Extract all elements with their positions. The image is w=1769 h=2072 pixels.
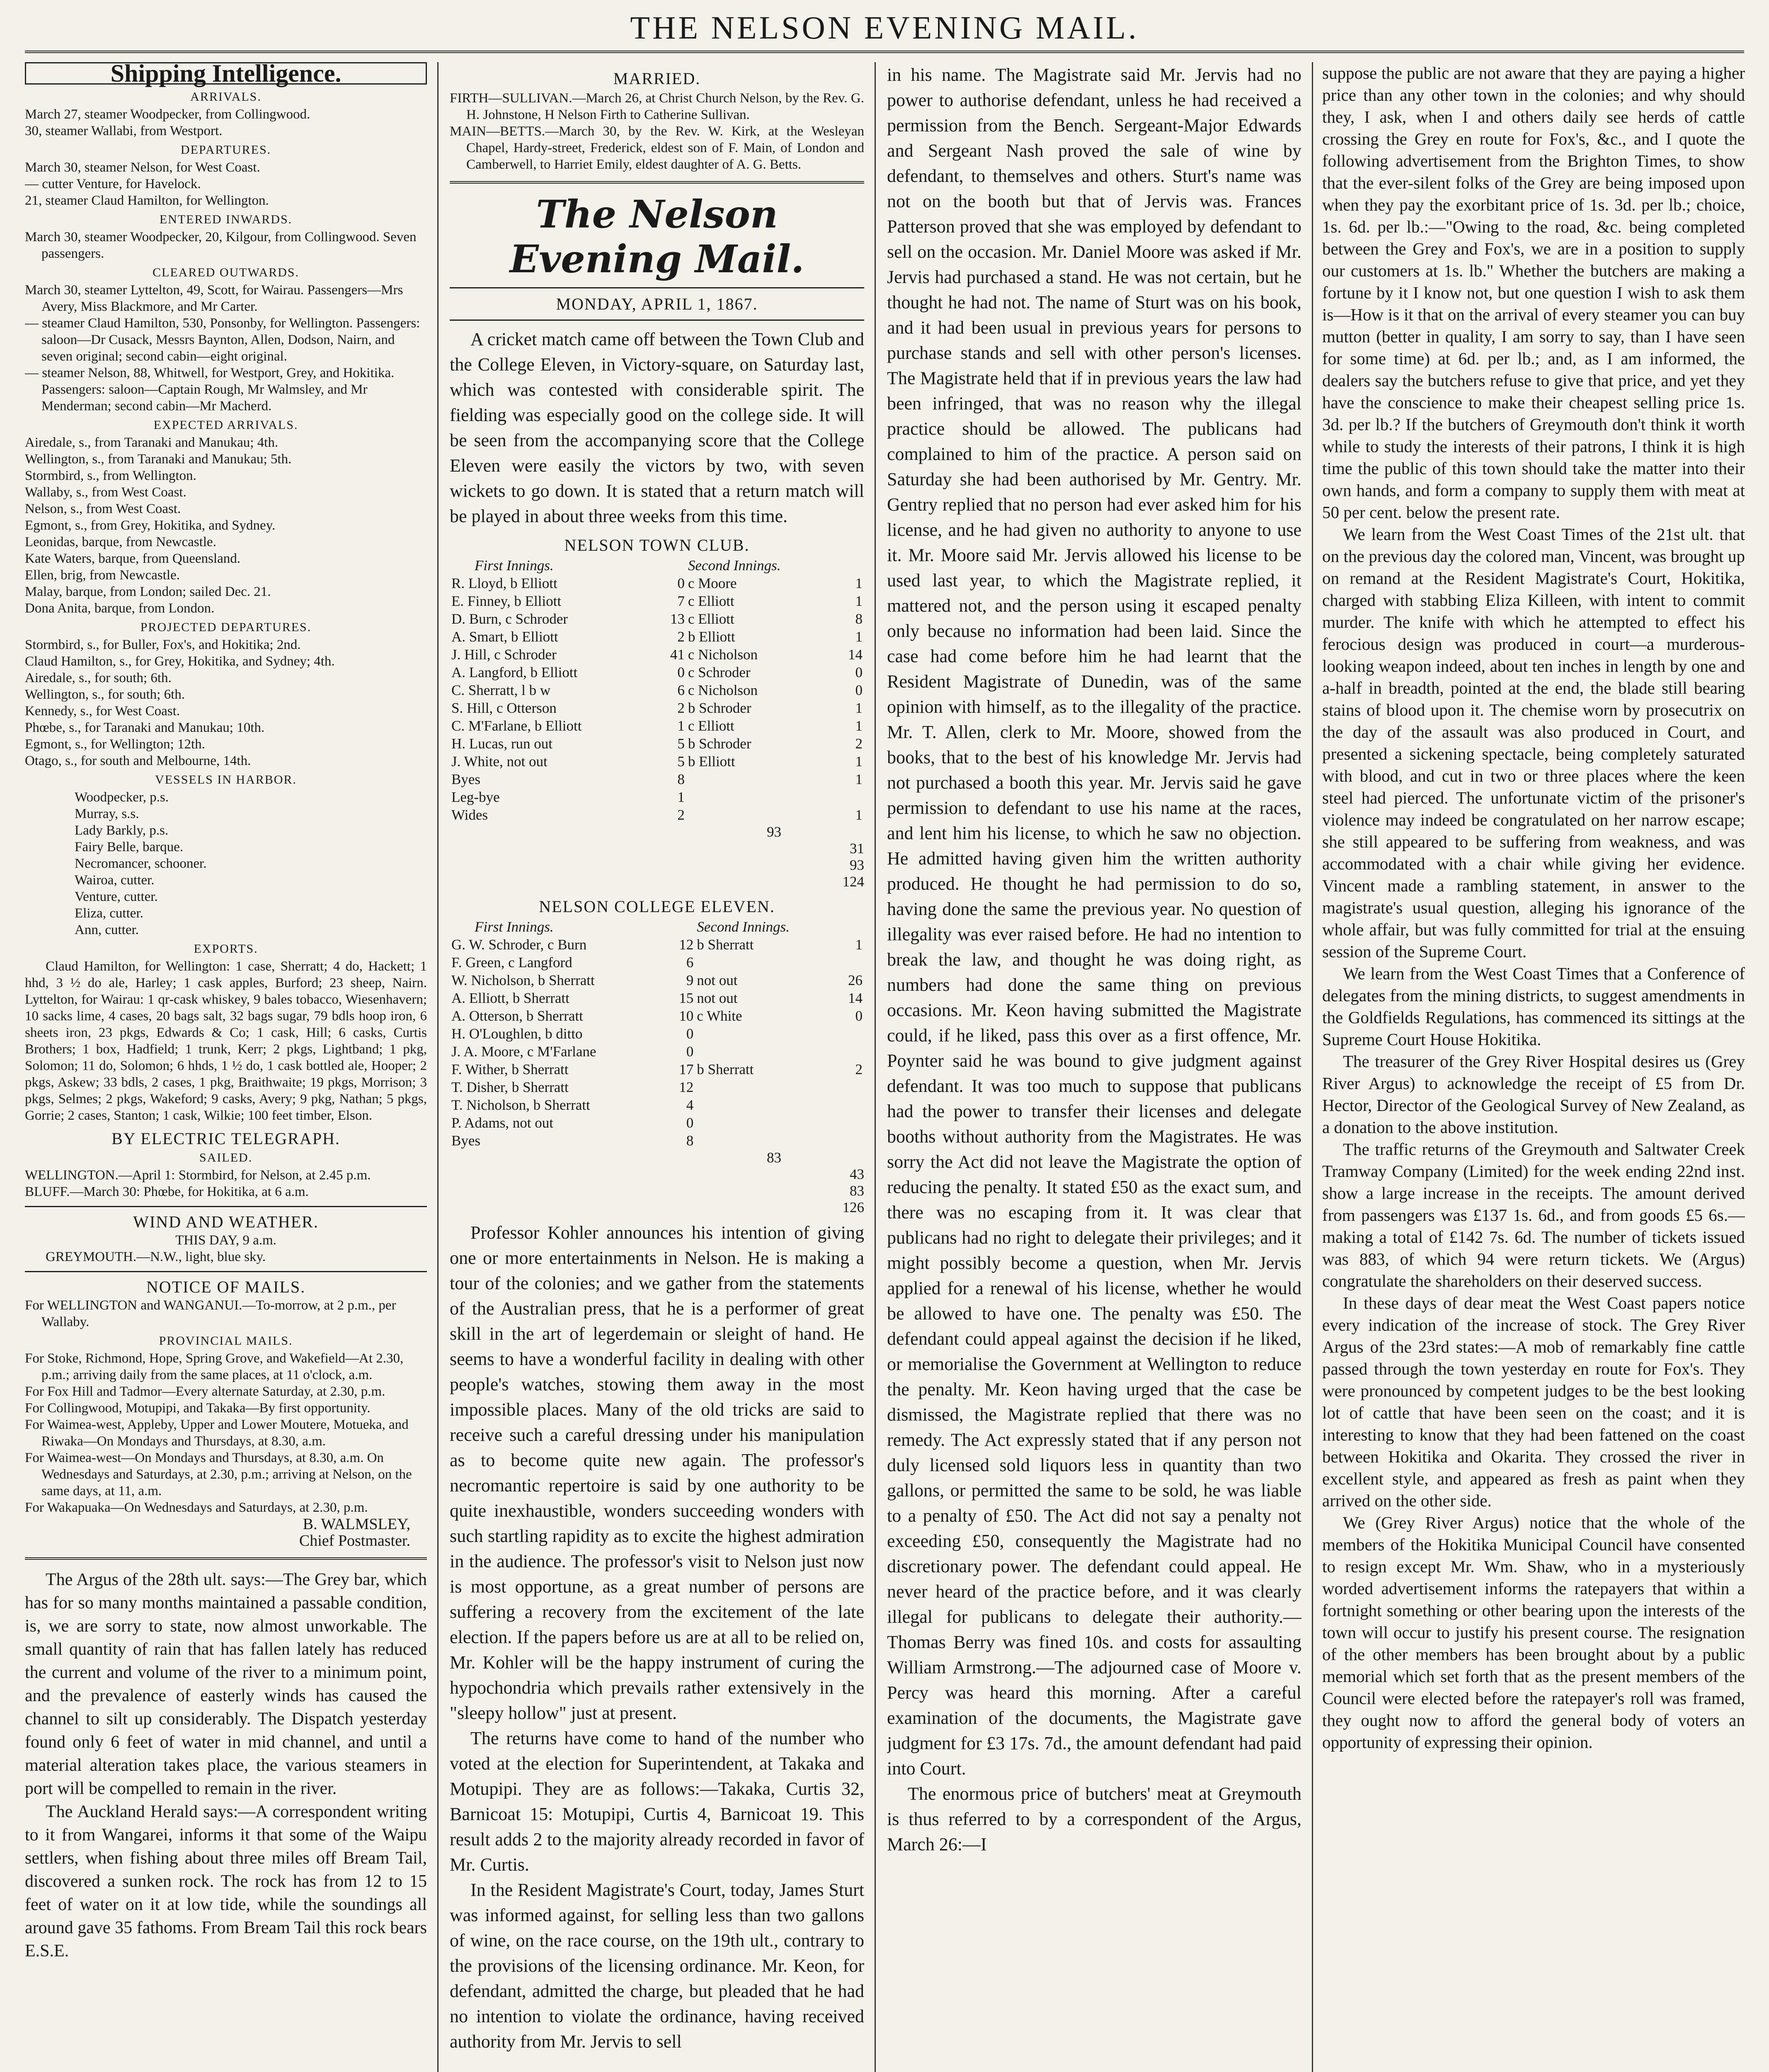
court-paragraph: In the Resident Magistrate's Court, today, James Sturt was informed against, for selling less than two gallons of wine, on the race course, on the 19th ult., contrary to the provisions of the licensing ordinance. Mr. Keon, for defendant, admitted the charge, but pleaded that he had no intention to violate the ordinance, having received authority from Mr. Jervis to sell (450, 1880, 864, 2052)
masthead (0, 0, 1769, 50)
score-row (450, 628, 864, 646)
vessel-item: Woodpecker, p.s. (75, 790, 169, 805)
projected-item: Claud Hamilton, s., for Grey, Hokitika, and Sydney; 4th. (25, 654, 335, 669)
score-runs: 8 (677, 771, 685, 787)
conference-paragraph: We learn from the West Coast Times that a Conference of delegates from the mining districts, to suggest amendments in the Goldfields Regulations, has commenced its sittings at the Supreme Court House Hokitika. (1322, 964, 1745, 1049)
score-row (450, 663, 864, 681)
returns-paragraph: The returns have come to hand of the number who voted at the election for Superintendent, at Takaka and Motupipi. They are as follows:—Takaka, Curtis 32, Barnicoat 15: Motupipi, Curtis 4, Barnicoat 19. This result adds 2 to the majority already recorded in favor of Mr. Curtis. (450, 1728, 864, 1875)
score-row (450, 735, 864, 753)
score-batsman (695, 1132, 836, 1150)
projected-item: Egmont, s., for Wellington; 12th. (25, 737, 205, 752)
score-row (450, 646, 864, 663)
vessel-item: Necromancer, schooner. (75, 856, 207, 871)
column-1 (25, 62, 427, 2072)
expected-item: Nelson, s., from West Coast. (25, 501, 181, 516)
expected-item: Ellen, brig, from Newcastle. (25, 568, 180, 583)
expected-item: Stormbird, s., from Wellington. (25, 468, 196, 483)
butchers-paragraph: The enormous price of butchers' meat at Greymouth is thus referred to by a correspondent of the Argus, March 26:—I (887, 1784, 1301, 1854)
vessel-item: Venture, cutter. (75, 889, 158, 904)
postmaster-name: B. WALMSLEY, (303, 1515, 410, 1533)
score-batsman: T. Nicholson, b Sherratt (451, 1097, 590, 1113)
college-total: 126 (842, 1199, 864, 1215)
score-row (450, 954, 864, 971)
score-row (450, 936, 864, 954)
score-batsman: c Elliott (688, 611, 734, 627)
score-row (450, 1096, 864, 1114)
score-row (450, 1007, 864, 1025)
vessel-item: Lady Barkly, p.s. (75, 823, 169, 838)
expected-item: Dona Anita, barque, from London. (25, 601, 215, 616)
score-runs (836, 1043, 864, 1060)
mail-item: For Stoke, Richmond, Hope, Spring Grove, and Wakefield—At 2.30, p.m.; arriving daily from the same places, at 11 o'clock, a.m. (25, 1351, 404, 1382)
score-runs (836, 1132, 864, 1150)
score-batsman: not out (697, 990, 738, 1006)
score-runs: 0 (855, 664, 863, 680)
score-runs: 5 (677, 753, 685, 770)
score-row (450, 806, 864, 824)
divider (450, 320, 864, 321)
court-continued: in his name. The Magistrate said Mr. Jervis had no power to authorise defendant, unless he had received a permission from the Bench. Sergeant-Major Edwards and Sergeant Nash proved the sale of wine by defendant, to themselves and others. Sturt's name was not on the booth but that of Jervis was. Frances Patterson proved that she was employed by defendant to sell on the occasion. Mr. Daniel Moore was asked if Mr. Jervis had purchased a stand. He was not certain, but he thought he had not. The name of Sturt was on his book, and it had been usual in previous years for persons to purchase stands and sell with other person's licenses. The Magistrate held that if in previous years the law had been infringed, that was no reason why the illegal practice should be allowed. The publicans had complained to him of the practice. A person said on Saturday she had been authorised by Mr. Gentry. Mr. Gentry replied that no person had ever asked him for his license, and he had given no authority to anyone to use it. Mr. Moore said Mr. Jervis allowed his license to be used last year, to which the Magistrate replied, it mattered not, and the person using it escaped penalty only because no information had been laid. Since the case had come before him he had learnt that the Resident Magistrate of Dunedin, was of the same opinion with himself, as to the illegality of the practice. Mr. T. Allen, clerk to Mr. Moore, showed from the books, that to the best of his knowledge Mr. Jervis had not purchased a booth this year. Mr. Jervis said he gave permission to defendant to use his name at the races, and lent him his license, to which he saw no objection. He admitted having given him the written authority produced. He thought he had permission to do so, having done the same the previous year. No question of illegality was ever raised before. He had no intention to break the law, and thought he was doing right, as numbers had done the same thing on previous occasions. Mr. Keon having submitted the Magistrate could, if he liked, pass this over as a first offence, Mr. Poynter said he was bound to give judgment against defendant. It was too much to suppose that publicans had the power to transfer their licenses and delegate booths without authority from the Magistrates. He was sorry the Act did not leave the Magistrate the option of reducing the penalty. It stated £50 as the exact sum, and there was no escaping from it. It was clear that publicans had no right to delegate their privileges; and it might possibly become a question, when Mr. Jervis applied for a renewal of his license, whether he would be allowed to have one. The penalty was £50. The defendant could appeal against the decision if he liked, or memorialise the Government at Wellington to reduce the penalty. Mr. Keon having urged that the case be dismissed, the Magistrate replied that there was no remedy. The Act expressly stated that if any person not duly licensed sold liquors less in quantity than two gallons, or permitted the same to be sold, he was liable to a penalty of £50. The Act did not say a penalty not exceeding £50, consequently the Magistrate had no discretionary power. The defendant could appeal. He never heard of the practice before, and it was clearly illegal for publicans to delegate their authority.—Thomas Berry was fined 10s. and costs for assaulting William Armstrong.—The adjourned case of Moore v. Percy was heard this morning. After a careful examination of the documents, the Magistrate gave judgment for £3 17s. 7d., the amount defendant had paid into Court. (887, 65, 1301, 1779)
score-runs: 17 (679, 1061, 694, 1077)
score-runs: 14 (848, 990, 863, 1006)
mail-item: For Waimea-west, Appleby, Upper and Lower Moutere, Motueka, and Riwaka—On Mondays and Thursdays, at 8.30, a.m. (25, 1417, 409, 1449)
score-runs: 5 (677, 736, 685, 752)
score-batsman: b Elliott (688, 753, 735, 770)
arrival-item: March 27, steamer Woodpecker, from Collingwood. (25, 107, 310, 122)
cleared-heading: CLEARED OUTWARDS. (153, 266, 299, 279)
tramway-paragraph: The traffic returns of the Greymouth and Saltwater Creek Tramway Company (Limited) for the week ending 22nd inst. show a large increase in the receipts. The amount derived from passengers was £137 1s. 6d., and from goods £5 6s.—making a total of £142 7s. 6d. The number of tickets issued was 883, of which 94 were return tickets. We (Argus) congratulate the shareholders on their deserved success. (1322, 1140, 1745, 1290)
projected-item: Kennedy, s., for West Coast. (25, 704, 180, 719)
score-row (450, 717, 864, 735)
divider (450, 287, 864, 288)
score-batsman: W. Nicholson, b Sherratt (451, 972, 595, 988)
town-total: 93 (767, 824, 781, 840)
town-total: 93 (850, 857, 864, 873)
expected-item: Airedale, s., from Taranaki and Manukau; 4th. (25, 435, 279, 450)
score-batsman (695, 1096, 836, 1114)
dateline: MONDAY, APRIL 1, 1867. (556, 295, 758, 313)
departure-item: March 30, steamer Nelson, for West Coast. (25, 160, 260, 175)
score-runs: 26 (848, 972, 863, 988)
score-row (450, 574, 864, 592)
projected-heading: PROJECTED DEPARTURES. (140, 620, 312, 634)
score-batsman: E. Finney, b Elliott (451, 593, 562, 609)
score-batsman: Wides (451, 807, 488, 823)
score-batsman: c Elliott (688, 718, 734, 734)
score-row (450, 1078, 864, 1096)
score-runs: 12 (679, 937, 694, 953)
score-batsman (686, 806, 836, 824)
score-batsman: J. Hill, c Schroder (451, 646, 557, 663)
score-batsman: G. W. Schroder, c Burn (451, 937, 587, 953)
score-batsman: A. Elliott, b Sherratt (451, 990, 569, 1006)
score-batsman: b Schroder (688, 700, 751, 716)
score-runs: 13 (670, 611, 685, 627)
score-batsman: S. Hill, c Otterson (451, 700, 557, 716)
score-runs: 1 (855, 753, 863, 770)
telegraph-item: WELLINGTON.—April 1: Stormbird, for Nelson, at 2.45 p.m. (25, 1168, 371, 1183)
exports-heading: EXPORTS. (194, 942, 258, 956)
college-heading: NELSON COLLEGE ELEVEN. (539, 897, 775, 916)
score-batsman: c Elliott (688, 593, 734, 609)
score-runs: 2 (855, 736, 863, 752)
vessel-item: Fairy Belle, barque. (75, 840, 184, 854)
score-runs: 0 (686, 1026, 694, 1042)
score-runs (836, 1096, 864, 1114)
college-scores (450, 918, 864, 1150)
score-row (450, 1060, 864, 1078)
cricket-paragraph: A cricket match came off between the Town Club and the College Eleven, in Victory-square, on Saturday last, which was contested with considerable spirit. The fielding was especially good on the college side. It will be seen from the accompanying score that the College Eleven were easily the victors by two, with seven wickets to go down. It is stated that a return match will be played in about three weeks from this time. (450, 329, 864, 526)
score-runs: 8 (686, 1133, 694, 1149)
town-total: 124 (842, 874, 864, 890)
score-batsman: b Elliott (688, 629, 735, 645)
score-batsman (686, 770, 836, 788)
departures-heading: DEPARTURES. (180, 143, 271, 157)
mail-item: For WELLINGTON and WANGANUI.—To-morrow, at 2 p.m., per Wallaby. (25, 1298, 396, 1329)
score-runs: 0 (855, 682, 863, 698)
score-row (450, 788, 864, 806)
score-runs: 2 (855, 1061, 863, 1077)
shipping-heading: Shipping Intelligence. (25, 62, 427, 85)
score-batsman (695, 1043, 836, 1060)
college-total: 83 (850, 1183, 864, 1199)
argus-paragraph: The Argus of the 28th ult. says:—The Grey bar, which has for so many months maintained a passable condition, is, we are sorry to state, now almost unworkable. The small quantity of rain that has fallen lately has reduced the current and volume of the river to a minimum point, and the prevalence of easterly winds has caused the channel to silt up considerably. The Dispatch yesterday found only 6 feet of water in mid channel, and until a material alteration takes place, the various steamers in port will be compelled to remain in the river. (25, 1570, 427, 1798)
score-batsman: H. Lucas, run out (451, 736, 553, 752)
score-runs: 2 (677, 700, 685, 716)
score-row (450, 753, 864, 770)
hospital-paragraph: The treasurer of the Grey River Hospital desires us (Grey River Argus) to acknowledge the receipt of £5 from Dr. Hector, Director of the Geological Survey of New Zealand, as a donation to the above institution. (1322, 1052, 1745, 1137)
wind-text: GREYMOUTH.—N.W., light, blue sky. (46, 1249, 266, 1264)
score-batsman: D. Burn, c Schroder (451, 611, 568, 627)
column-divider (875, 62, 876, 2072)
score-row (450, 989, 864, 1007)
score-row (450, 770, 864, 788)
score-runs: 6 (686, 954, 694, 971)
score-batsman: b Sherratt (697, 937, 754, 953)
score-batsman: R. Lloyd, b Elliott (451, 575, 557, 591)
score-runs: 1 (677, 718, 685, 734)
score-batsman: b Schroder (688, 736, 751, 752)
cleared-item: March 30, steamer Lyttelton, 49, Scott, for Wairau. Passengers—Mrs Avery, Miss Blackmore, and Mr Carter. (25, 283, 403, 314)
score-row (450, 699, 864, 717)
score-batsman (695, 1078, 836, 1096)
score-runs: 2 (677, 807, 685, 823)
score-runs: 0 (677, 575, 685, 591)
wind-time: THIS DAY, 9 a.m. (175, 1233, 276, 1248)
score-runs: 1 (855, 629, 863, 645)
cattle-paragraph: In these days of dear meat the West Coast papers notice every indication of the increase of stock. The Grey River Argus of the 23rd states:—A mob of remarkably fine cattle passed through the town yesterday en route for Fox's. They were pronounced by competent judges to be the best looking lot of cattle that have been seen on the coast; and it is interesting to know that they had been fattened on the coast between Hokitika and Okarita. They crossed the river in excellent style, and appeared as fresh as paint when they arrived on the other side. (1322, 1293, 1745, 1510)
score-runs: 1 (855, 700, 863, 716)
score-runs: 12 (679, 1079, 694, 1095)
vessel-item: Eliza, cutter. (75, 906, 143, 921)
score-runs: 0 (677, 664, 685, 680)
divider (25, 1271, 427, 1272)
score-runs: 1 (855, 575, 863, 591)
score-runs: 0 (686, 1043, 694, 1060)
town-club-heading: NELSON TOWN CLUB. (564, 536, 750, 554)
score-batsman (686, 788, 836, 806)
score-batsman: c Nicholson (688, 646, 758, 663)
score-batsman: c Moore (688, 575, 737, 591)
exports-text: Claud Hamilton, for Wellington: 1 case, Sherratt; 4 do, Hackett; 1 hhd, 3 ½ do ale, Harley; 1 cask apples, Burford; 23 sheep, Nairn. Lyttelton, for Wairau: 1 qr-cask whiskey, 9 bales tobacco, Wiesenhavern; 10 sacks lime, 4 cases, 20 bags salt, 32 bags sugar, 79 bdls hoop iron, 6 sheets iron, 23 pkgs, Edwards & Co; 1 cask, Hill; 6 casks, Curtis Brothers; 1 box, Hadfield; 1 trunk, Kerr; 2 pkgs, Lightband; 1 pkg, Solomon; 11 do, Solomon; 6 hhds, 1 ½ do, 1 cask bottled ale, Hooper; 2 pkgs, Askew; 33 bdls, 2 cases, 1 pkg, Braithwaite; 19 pkgs, Morrison; 3 pkgs, Selmes; 2 pkgs, Wakeford; 9 casks, Avery; 9 pkg, Nathan; 5 pkgs, Gorrie; 2 cases, Stanton; 1 cask, Wilkie; 100 feet timber, Elson. (25, 959, 427, 1123)
telegraph-heading: BY ELECTRIC TELEGRAPH. (111, 1129, 340, 1148)
arrivals-heading: ARRIVALS. (190, 90, 262, 104)
divider (25, 1557, 427, 1560)
score-runs: 1 (855, 937, 863, 953)
score-row (450, 681, 864, 699)
married-heading: MARRIED. (613, 69, 701, 88)
score-runs: 41 (670, 646, 685, 663)
column-3 (887, 62, 1301, 2072)
score-batsman (695, 1114, 836, 1132)
score-runs: 10 (679, 1008, 694, 1024)
cleared-item: — steamer Claud Hamilton, 530, Ponsonby, for Wellington. Passengers: saloon—Dr Cusack, Messrs Baynton, Allen, Dodson, Nairn, and seven original; second cabin—eight original. (25, 316, 420, 364)
score-runs: 7 (677, 593, 685, 609)
score-batsman: A. Smart, b Elliott (451, 629, 558, 645)
score-runs: 8 (855, 611, 863, 627)
expected-item: Malay, barque, from London; sailed Dec. 21. (25, 584, 271, 599)
mail-item: For Collingwood, Motupipi, and Takaka—By first opportunity. (25, 1401, 371, 1416)
vessel-item: Wairoa, cutter. (75, 873, 155, 888)
score-row (450, 1114, 864, 1132)
score-batsman (695, 954, 836, 971)
provincial-mails-heading: PROVINCIAL MAILS. (159, 1334, 293, 1348)
score-batsman: c Nicholson (688, 682, 758, 698)
expected-item: Wallaby, s., from West Coast. (25, 485, 187, 500)
score-batsman: Byes (451, 771, 480, 787)
town-total: 31 (850, 840, 864, 857)
vessels-heading: VESSELS IN HARBOR. (155, 773, 297, 787)
score-runs: 9 (686, 972, 694, 988)
expected-item: Leonidas, barque, from Newcastle. (25, 535, 216, 549)
vincent-paragraph: We learn from the West Coast Times of the 21st ult. that on the previous day the colored man, Vincent, was brought up on remand at the Resident Magistrate's Court, Hokitika, charged with stabbing Eliza Killeen, with intent to commit murder. The knife with which he attempted to effect his ferocious design was produced in court—a murderous-looking weapon indeed, about ten inches in length by one and a-half in breadth, pointed at the end, the blade still bearing stains of blood upon it. The chemise worn by prosecutrix on the day of the assault was also produced in Court, and presented a sickening spectacle, being completely saturated with blood, and cut in two or three places where the keen steel had pierced. The unfortunate victim of the prisoner's violence may indeed be congratulated on her narrow escape; she still appeared to be suffering from weakness, and was accommodated with a chair while giving her evidence. Vincent made a rambling statement, in answer to the magistrate's usual question, alleging his ignorance of the whole affair, but was fully committed for trial at the ensuing session of the Supreme Court. (1322, 525, 1745, 961)
score-batsman: H. O'Loughlen, b ditto (451, 1026, 583, 1042)
score-batsman: T. Disher, b Sherratt (451, 1079, 569, 1095)
council-paragraph: We (Grey River Argus) notice that the whole of the members of the Hokitika Municipal Council have consented to resign except Mr. Wm. Shaw, who in a mysteriously worded advertisement informs the ratepayers that within a fortnight something or other bearing upon the interests of the town will occur to justify his present course. The resignation of the other members has been brought about by a public memorial which set forth that as the present members of the Council were elected before the ratepayer's roll was framed, they ought now to afford the general body of voters an opportunity of expressing their opinion. (1322, 1513, 1745, 1752)
projected-item: Phœbe, s., for Taranaki and Manukau; 10th. (25, 720, 265, 735)
expected-heading: EXPECTED ARRIVALS. (153, 418, 298, 432)
score-batsman: A. Langford, b Elliott (451, 664, 578, 680)
score-runs: 1 (855, 771, 863, 787)
score-row (450, 610, 864, 628)
kohler-paragraph: Professor Kohler announces his intention of giving one or more entertainments in Nelson. He is making a tour of the colonies; and we gather from the statements of the Australian press, that he is a performer of great skill in the art of legerdemain or sleight of hand. He seems to have a wonderful facility in dealing with other people's watches, stowing them away in the most impossible places. Many of the old tricks are said to receive such a careful dressing under his manipulation as to become quite new again. The professor's necromantic repertoire is said by one authority to be quite inexhaustible, wonders succeeding wonders with such startling rapidity as to excite the highest admiration in the audience. The professor's visit to Nelson just now is most opportune, as a great number of persons are suffering a recovery from the excitement of the late election. If the papers before us are at all to be relied on, Mr. Kohler will be the happy instrument of curing the hypochondria which prevails rather extensively in the "sleepy hollow" just at present. (450, 1222, 864, 1723)
arrival-item: 30, steamer Wallabi, from Westport. (25, 123, 223, 138)
score-runs: 6 (677, 682, 685, 698)
projected-item: Wellington, s., for south; 6th. (25, 687, 185, 702)
nameplate: The Nelson Evening Mail. (509, 192, 805, 281)
mail-item: For Fox Hill and Tadmor—Every alternate Saturday, at 2.30, p.m. (25, 1384, 385, 1399)
score-runs (836, 954, 864, 971)
score-batsman: Leg-bye (451, 789, 500, 805)
column-2 (450, 62, 864, 2072)
score-runs: 15 (679, 990, 694, 1006)
telegraph-item: BLUFF.—March 30: Phœbe, for Hokitika, at 6 a.m. (25, 1184, 309, 1199)
vessel-item: Murray, s.s. (75, 806, 139, 821)
departure-item: 21, steamer Claud Hamilton, for Wellington. (25, 193, 269, 208)
score-runs: 0 (855, 1008, 863, 1024)
college-total: 43 (850, 1166, 864, 1182)
newspaper-title: THE NELSON EVENING MAIL. (630, 10, 1139, 46)
score-runs: 14 (848, 646, 863, 663)
projected-item: Stormbird, s., for Buller, Fox's, and Hokitika; 2nd. (25, 637, 301, 652)
married-item: FIRTH—SULLIVAN.—March 26, at Christ Church Nelson, by the Rev. G. H. Johnstone, H Nelson Firth to Catherine Sullivan. (450, 91, 864, 122)
wind-heading: WIND AND WEATHER. (133, 1213, 319, 1231)
score-batsman: not out (697, 972, 738, 988)
score-batsman: C. M'Farlane, b Elliott (451, 718, 582, 734)
college-total: 83 (767, 1150, 781, 1166)
score-row (450, 1132, 864, 1150)
mails-heading: NOTICE OF MAILS. (146, 1278, 306, 1296)
expected-item: Egmont, s., from Grey, Hokitika, and Sydney. (25, 518, 276, 533)
score-runs (836, 1114, 864, 1132)
score-batsman: b Sherratt (697, 1061, 754, 1077)
score-batsman: F. Green, c Langford (451, 954, 572, 971)
postmaster-title: Chief Postmaster. (299, 1532, 410, 1549)
score-batsman: A. Otterson, b Sherratt (451, 1008, 583, 1024)
score-batsman: J. A. Moore, c M'Farlane (451, 1043, 596, 1060)
expected-item: Wellington, s., from Taranaki and Manukau; 5th. (25, 452, 292, 467)
sailed-heading: SAILED. (199, 1151, 253, 1164)
score-batsman: P. Adams, not out (451, 1115, 554, 1131)
divider (450, 181, 864, 184)
town-club-scores (450, 557, 864, 824)
score-row (450, 592, 864, 610)
entered-item: March 30, steamer Woodpecker, 20, Kilgour, from Collingwood. Seven passengers. (25, 230, 417, 261)
cleared-item: — steamer Nelson, 88, Whitwell, for Westport, Grey, and Hokitika. Passengers: saloon—Captain Rough, Mr Walmsley, and Mr Menderman; second cabin—Mr Macherd. (25, 366, 395, 414)
score-batsman: Byes (451, 1133, 480, 1149)
mail-item: For Wakapuaka—On Wednesdays and Saturdays, at 2.30, p.m. (25, 1500, 368, 1515)
innings-label: First Innings. (475, 557, 554, 574)
butchers-continued: suppose the public are not aware that they are paying a higher price than any other town in the colonies; and why should they, I ask, when I and others daily see herds of cattle crossing the Grey en route for Fox's, &c., and I quote the following advertisement from the Brighton Times, to show that the ever-silent folks of the Grey are being imposed upon when they pay the exorbitant price of 1s. 3d. per lb.; choice, 1s. 6d. per lb.:—"Owing to the road, &c. being completed between the Grey and Fox's, we are in a position to supply our customers at 1s. lb." Whether the butchers are making a fortune by it I know not, but one question I wish to ask them is—How is it that on the arrival of every steamer you can buy mutton (better in quality, I am sorry to say, than I have seen for some time) at 6d. per lb.; and, as I am informed, the dealers say the butchers refuse to give that price, and yet they have the conscience to make their cheapest selling price 1s. 3d. per lb.? If the butchers of Greymouth don't think it worth while to study the interests of their patrons, I think it is high time the public of this town should take the matter into their own hands, and form a company to supply them with meat at 50 per cent. below the present rate. (1322, 63, 1745, 522)
score-row (450, 971, 864, 989)
score-runs: 4 (686, 1097, 694, 1113)
innings-label: Second Innings. (688, 557, 781, 574)
innings-label: Second Innings. (697, 919, 790, 935)
vessel-item: Ann, cutter. (75, 922, 139, 937)
entered-heading: ENTERED INWARDS. (159, 213, 293, 226)
score-runs: 1 (855, 807, 863, 823)
score-runs: 1 (855, 718, 863, 734)
score-runs: 2 (677, 629, 685, 645)
auckland-paragraph: The Auckland Herald says:—A correspondent writing to it from Wangarei, informs it that some of the Waipu settlers, when fishing about three miles off Bream Tail, discovered a sunken rock. The rock has from 12 to 15 feet of water on it at low tide, while the soundings all around gave 35 fathoms. From Bream Tail this rock bears E.S.E. (25, 1802, 427, 1961)
score-row (450, 1043, 864, 1060)
score-batsman: c Schroder (688, 664, 751, 680)
column-4 (1322, 62, 1745, 2072)
married-item: MAIN—BETTS.—March 30, by the Rev. W. Kirk, at the Wesleyan Chapel, Hardy-street, Frederick, eldest son of F. Main, of London and Camberwell, to Harriet Emily, eldest daughter of A. G. Betts. (450, 124, 864, 172)
score-runs (836, 1025, 864, 1043)
score-runs (836, 1078, 864, 1096)
projected-item: Otago, s., for south and Melbourne, 14th. (25, 753, 251, 768)
expected-item: Kate Waters, barque, from Queensland. (25, 551, 240, 566)
score-runs: 1 (677, 789, 685, 805)
score-runs: 0 (686, 1115, 694, 1131)
score-batsman: F. Wither, b Sherratt (451, 1061, 569, 1077)
score-row (450, 1025, 864, 1043)
projected-item: Airedale, s., for south; 6th. (25, 670, 172, 685)
score-runs (836, 788, 864, 806)
column-divider (437, 62, 439, 2072)
score-batsman: c White (697, 1008, 742, 1024)
score-batsman (695, 1025, 836, 1043)
divider (25, 1206, 427, 1207)
header-rule (25, 51, 1744, 53)
innings-label: First Innings. (475, 919, 554, 935)
score-batsman: J. White, not out (451, 753, 548, 770)
column-divider (1312, 62, 1313, 2072)
departure-item: — cutter Venture, for Havelock. (25, 177, 201, 191)
score-runs: 1 (855, 593, 863, 609)
score-batsman: C. Sherratt, l b w (451, 682, 551, 698)
mail-item: For Waimea-west—On Mondays and Thursdays, at 8.30, a.m. On Wednesdays and Saturdays, at 2.30, p.m.; arriving at Nelson, on the same days, at 11, a.m. (25, 1450, 412, 1498)
